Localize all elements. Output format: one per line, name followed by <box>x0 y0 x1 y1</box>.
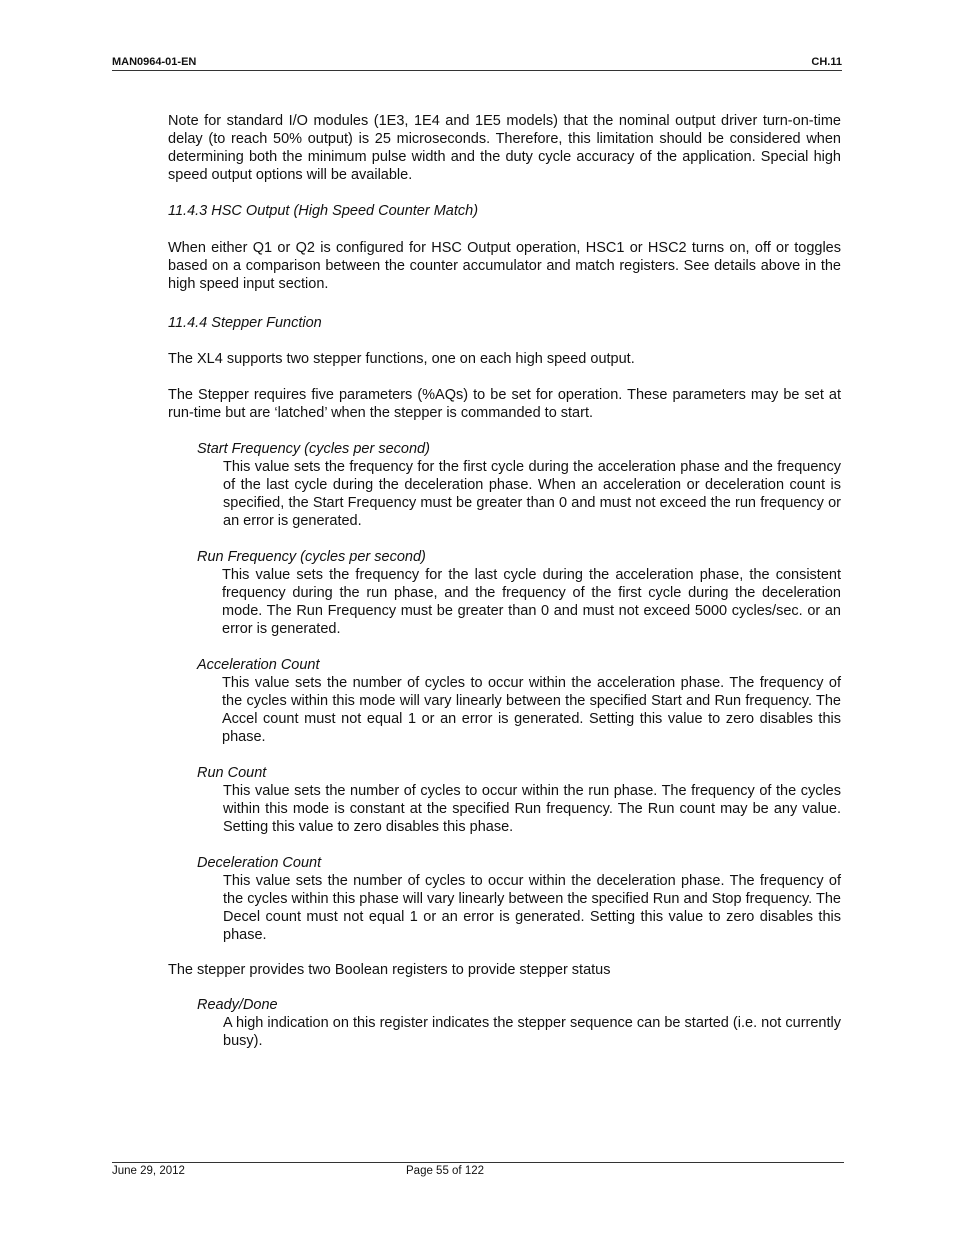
paragraph-stepper-status: The stepper provides two Boolean registers to provide stepper status <box>168 962 611 978</box>
section-heading-11-4-3: 11.4.3 HSC Output (High Speed Counter Match) <box>168 203 479 219</box>
definition-description: This value sets the frequency for the last cycle during the acceleration phase, the consistent frequency during the run phase, and the frequency of the first cycle during the deceleration mode. The Run Frequency must be greater than 0 and must not exceed 5000 cycles/sec. or an error is generated. <box>222 567 841 637</box>
definition-description: This value sets the number of cycles to occur within the run phase. The frequency of the cycles within this mode is constant at the specified Run frequency. The Run count may be any value. Setting this value to zero disables this phase. <box>223 783 841 835</box>
definition-term: Ready/Done <box>197 997 278 1013</box>
definition-term: Run Count <box>197 765 267 781</box>
definition-term: Deceleration Count <box>197 855 322 871</box>
parameter-acceleration-count <box>197 656 841 746</box>
parameter-deceleration-count <box>197 854 841 944</box>
page-header <box>112 56 842 71</box>
paragraph-note: Note for standard I/O modules (1E3, 1E4 and 1E5 models) that the nominal output driver turn-on-time delay (to reach 50% output) is 25 microseconds. Therefore, this limitation should be considered when determining both the minimum pulse width and the duty cycle accuracy of the application. Special high speed output options will be available. <box>168 113 841 183</box>
definition-description: This value sets the number of cycles to occur within the acceleration phase. The frequency of the cycles within this mode will vary linearly between the specified Start and Run frequency. The Accel count must not equal 1 or an error is generated. Setting this value to zero disables this phase. <box>222 675 841 745</box>
paragraph-stepper-parameters: The Stepper requires five parameters (%AQs) to be set for operation. These parameters may be set at run-time but are ‘latched’ when the stepper is commanded to start. <box>168 387 841 421</box>
document-id: MAN0964-01-EN <box>112 56 197 68</box>
paragraph-xl4-steppers: The XL4 supports two stepper functions, one on each high speed output. <box>168 351 635 367</box>
definition-description: This value sets the number of cycles to occur within the deceleration phase. The frequency of the cycles within this phase will vary linearly between the specified Run and Stop frequency. The Decel count must not equal 1 or an error is generated. Setting this value to zero disables this phase. <box>223 873 841 943</box>
status-ready-done <box>197 996 841 1050</box>
section-heading-11-4-4: 11.4.4 Stepper Function <box>168 315 322 331</box>
definition-term: Start Frequency (cycles per second) <box>197 441 430 457</box>
definition-description: This value sets the frequency for the first cycle during the acceleration phase and the frequency of the last cycle during the deceleration phase. When an acceleration or deceleration count is specified, the Start Frequency must be greater than 0 and must not exceed the run frequency or an error is generated. <box>223 459 841 529</box>
definition-term: Acceleration Count <box>197 657 320 673</box>
parameter-run-count <box>197 764 841 836</box>
parameter-start-frequency <box>197 440 841 530</box>
page-footer <box>112 1162 844 1177</box>
paragraph-hsc-output: When either Q1 or Q2 is configured for HSC Output operation, HSC1 or HSC2 turns on, off or toggles based on a comparison between the counter accumulator and match registers. See details above in the high speed input section. <box>168 240 841 292</box>
definition-term: Run Frequency (cycles per second) <box>197 549 426 565</box>
chapter-label: CH.11 <box>811 56 842 68</box>
parameter-run-frequency <box>197 548 841 638</box>
footer-date: June 29, 2012 <box>112 1165 185 1177</box>
definition-description: A high indication on this register indicates the stepper sequence can be started (i.e. not currently busy). <box>223 1015 841 1049</box>
page-content <box>168 112 841 1050</box>
footer-page-number: Page 55 of 122 <box>406 1165 485 1177</box>
